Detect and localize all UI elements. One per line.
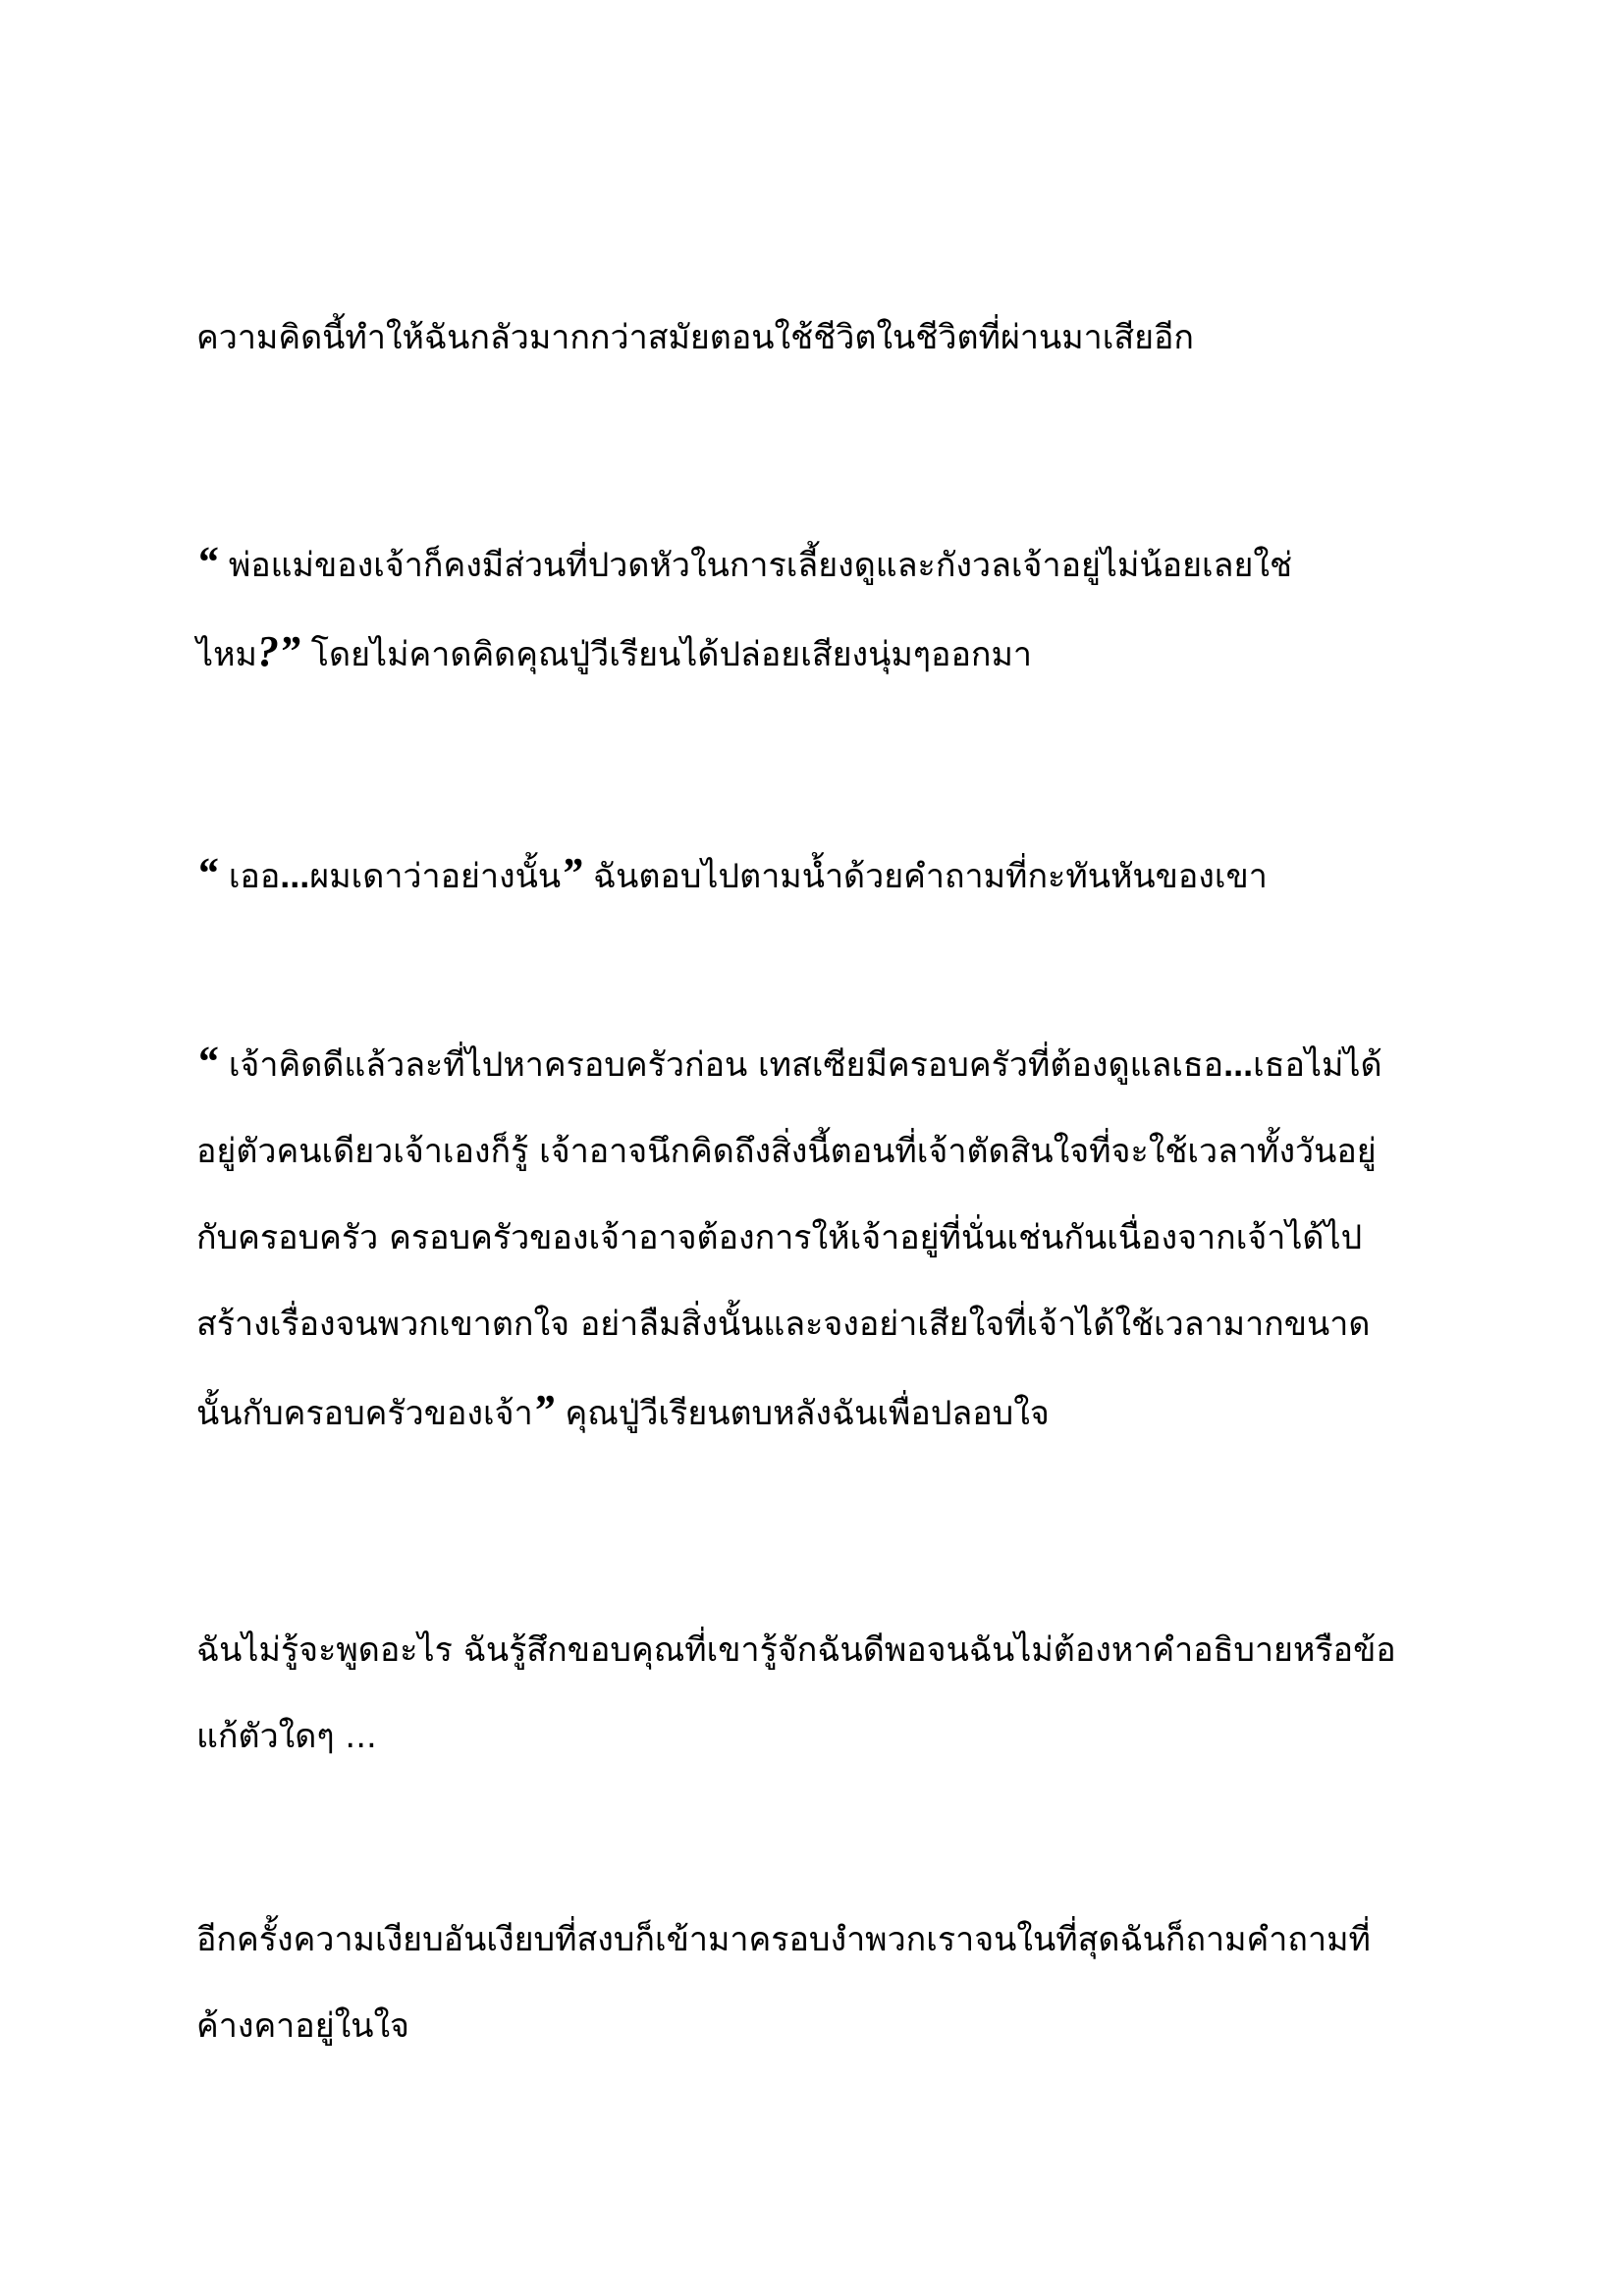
open-quote-mark: “ xyxy=(196,538,218,586)
paragraph-2-line-2 xyxy=(196,609,1443,698)
paragraph-4-text-1b: เธอไม่ได้ xyxy=(1253,1045,1382,1085)
paragraph-4-line-4: สร้างเรื่องจนพวกเขาตกใจ อย่าลืมสิ่งนั้นและจงอย่าเสียใจที่เจ้าได้ใช้เวลามากขนาด xyxy=(196,1305,1371,1344)
paragraph-2-text-1: พ่อแม่ของเจ้าก็คงมีส่วนที่ปวดหัวในการเลี้ยงดูและกังวลเจ้าอยู่ไม่น้อยเลยใช่ xyxy=(228,546,1293,585)
paragraph-3-text-c: ฉันตอบไปตามน้ำด้วยคำถามที่กะทันหันของเขา xyxy=(592,857,1268,896)
paragraph-3-text-b: ผมเดาว่าอย่างนั้น xyxy=(309,857,562,896)
paragraph-3 xyxy=(196,830,1443,920)
open-quote-mark: “ xyxy=(196,1038,218,1086)
paragraph-4-line-2: อยู่ตัวคนเดียวเจ้าเองก็รู้ เจ้าอาจนึกคิดถึงสิ่งนี้ตอนที่เจ้าตัดสินใจที่จะใช้เวลาทั้งวันอยู่ xyxy=(196,1132,1377,1171)
paragraph-1 xyxy=(196,294,1443,381)
paragraph-3-text-a: เออ xyxy=(228,857,281,896)
paragraph-2 xyxy=(196,519,1443,698)
paragraph-4-line-3: กับครอบครัว ครอบครัวของเจ้าอาจต้องการให้เจ้าอยู่ที่นั่นเช่นกันเนื่องจากเจ้าได้ไป xyxy=(196,1218,1363,1257)
paragraph-4-text-5a: นั้นกับครอบครัวของเจ้า xyxy=(196,1394,533,1433)
paragraph-3-line-1 xyxy=(196,830,1443,920)
paragraph-4-line-1 xyxy=(196,1019,1443,1108)
paragraph-4-line-5 xyxy=(196,1367,1443,1457)
paragraph-6-line-1: อีกครั้งความเงียบอันเงียบที่สงบก็เข้ามาครอบงำพวกเราจนในที่สุดฉันก็ถามคำถามที่ xyxy=(196,1920,1371,1959)
ellipsis-mark: ... xyxy=(1223,1043,1254,1084)
paragraph-4 xyxy=(196,1019,1443,1457)
paragraph-2-text-2a: ไหม xyxy=(196,635,257,674)
paragraph-5-line-1: ฉันไม่รู้จะพูดอะไร ฉันรู้สึกขอบคุณที่เขารู้จักฉันดีพอจนฉันไม่ต้องหาคำอธิบายหรือข้อ xyxy=(196,1630,1396,1670)
paragraph-2-line-1 xyxy=(196,519,1443,609)
paragraph-5 xyxy=(196,1607,1443,1780)
paragraph-1-line-1: ความคิดนี้ทำให้ฉันกลัวมากกว่าสมัยตอนใช้ชีวิตในชีวิตที่ผ่านมาเสียอีก xyxy=(196,318,1195,357)
ellipsis-mark: ... xyxy=(280,855,310,895)
paragraph-4-text-5b: คุณปู่วีเรียนตบหลังฉันเพื่อปลอบใจ xyxy=(565,1394,1050,1433)
question-close-quote-mark: ?” xyxy=(256,627,300,675)
paragraph-6-line-2: ค้างคาอยู่ในใจ xyxy=(196,2006,409,2046)
paragraph-2-text-2b: โดยไม่คาดคิดคุณปู่วีเรียนได้ปล่อยเสียงนุ่มๆออกมา xyxy=(310,635,1032,674)
paragraph-4-text-1a: เจ้าคิดดีแล้วละที่ไปหาครอบครัวก่อน เทสเซียมีครอบครัวที่ต้องดูแลเธอ xyxy=(228,1045,1224,1085)
paragraph-5-line-2: แก้ตัวใดๆ ... xyxy=(196,1717,377,1756)
open-quote-mark: “ xyxy=(196,849,218,897)
close-quote-mark: ” xyxy=(532,1386,555,1434)
close-quote-mark: ” xyxy=(561,849,583,897)
paragraph-6 xyxy=(196,1896,1443,2069)
